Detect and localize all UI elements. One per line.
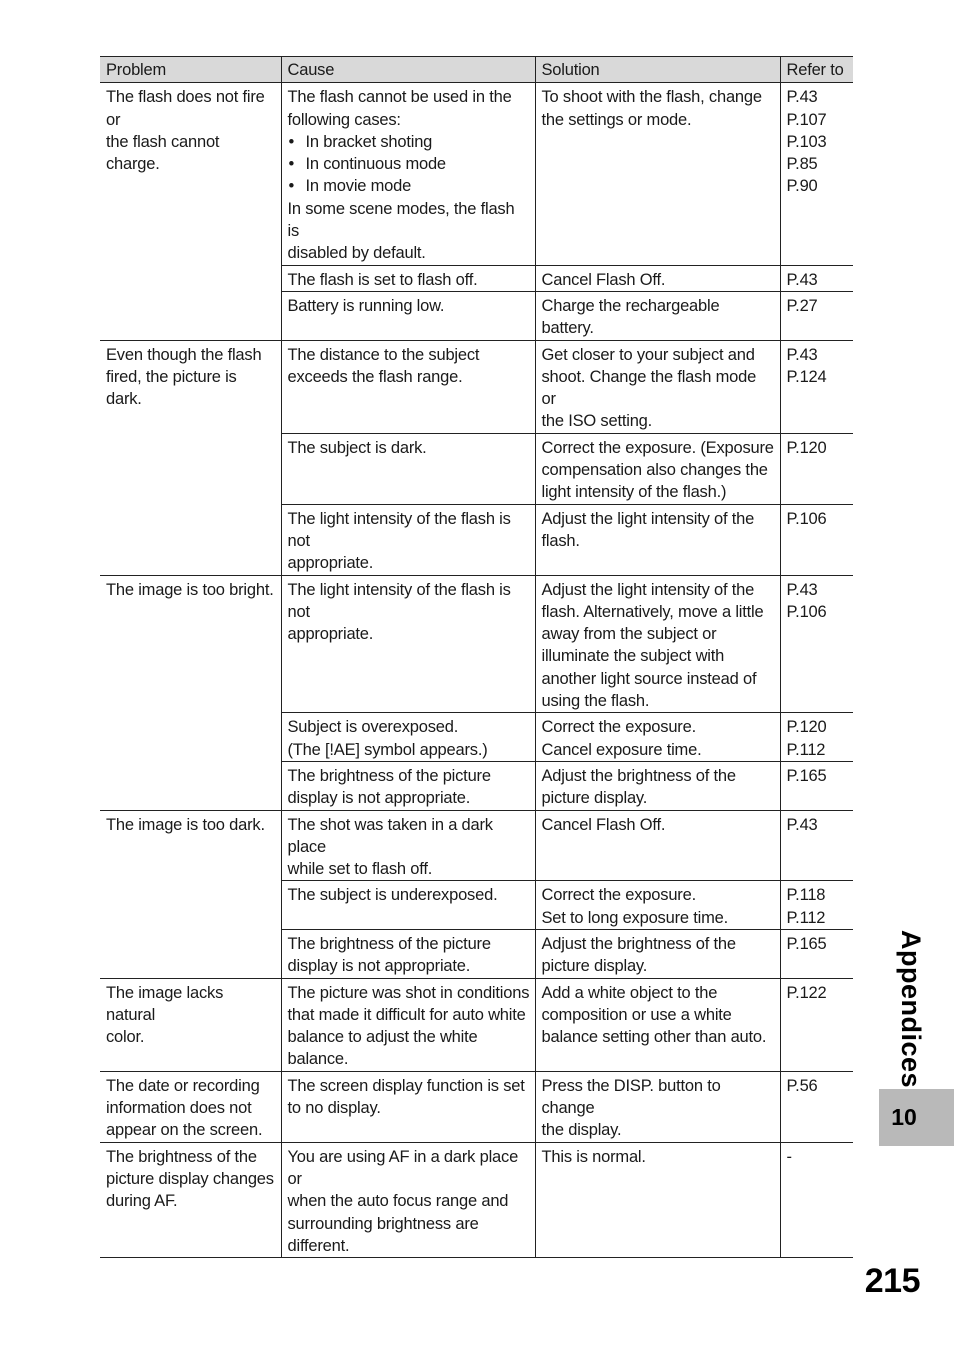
- refer-cell: [780, 83, 853, 265]
- cause-text: exceeds the flash range.: [287, 367, 463, 386]
- cause-text: balance to adjust the white: [287, 1028, 478, 1047]
- refer-cell: [780, 713, 853, 762]
- page-reference: P.43: [786, 88, 818, 107]
- solution-text: flash. Alternatively, move a little: [541, 602, 764, 621]
- solution-text: Adjust the brightness of the: [541, 934, 736, 953]
- solution-text: This is normal.: [541, 1147, 646, 1166]
- cause-text: appropriate.: [287, 625, 374, 644]
- solution-text: another light source instead of: [541, 669, 757, 688]
- page-number: 215: [864, 1262, 920, 1300]
- table-header-row: [100, 57, 853, 83]
- cause-cell: [281, 340, 535, 433]
- refer-cell: [780, 810, 853, 881]
- solution-text: Correct the exposure.: [541, 718, 696, 737]
- page-reference: P.43: [786, 815, 818, 834]
- solution-cell: [535, 291, 780, 340]
- solution-text: compensation also changes the: [541, 461, 768, 480]
- solution-text: Adjust the brightness of the: [541, 766, 736, 785]
- table-body: [100, 83, 853, 1258]
- problem-text: The image lacks natural: [106, 983, 224, 1024]
- cause-text: The light intensity of the flash is not: [287, 509, 511, 550]
- cause-cell: [281, 1142, 535, 1257]
- solution-text: away from the subject or: [541, 625, 717, 644]
- cause-text: The subject is dark.: [287, 438, 427, 457]
- problem-text: The date or recording: [106, 1076, 260, 1095]
- solution-text: the display.: [541, 1121, 622, 1140]
- refer-cell: [780, 291, 853, 340]
- page-reference: P.103: [786, 132, 827, 151]
- cause-text: surrounding brightness are: [287, 1214, 479, 1233]
- cause-text: The distance to the subject: [287, 345, 480, 364]
- cause-text: different.: [287, 1236, 350, 1255]
- refer-cell: [780, 433, 853, 504]
- solution-cell: [535, 881, 780, 930]
- cause-cell: [281, 978, 535, 1071]
- solution-text: the settings or mode.: [541, 110, 692, 129]
- solution-cell: [535, 504, 780, 575]
- cause-bullet-item: • In bracket shoting: [288, 131, 530, 153]
- page-reference: P.112: [786, 740, 826, 759]
- cause-text: The flash cannot be used in the: [287, 88, 512, 107]
- problem-cell: [100, 575, 281, 810]
- solution-text: Add a white object to the: [541, 983, 718, 1002]
- cause-text: The subject is underexposed.: [287, 886, 498, 905]
- solution-text: the ISO setting.: [541, 412, 653, 431]
- problem-text: picture display changes: [106, 1169, 274, 1188]
- page-reference: P.118: [786, 886, 826, 905]
- solution-cell: [535, 1142, 780, 1257]
- refer-cell: [780, 504, 853, 575]
- solution-text: illuminate the subject with: [541, 647, 725, 666]
- solution-text: picture display.: [541, 957, 648, 976]
- table-row: [100, 83, 853, 265]
- cause-text: display is not appropriate.: [287, 789, 471, 808]
- cause-text: when the auto focus range and: [287, 1192, 509, 1211]
- problem-cell: [100, 810, 281, 978]
- table-row: [100, 1142, 853, 1257]
- cause-bullet-item: • In movie mode: [288, 175, 530, 197]
- solution-text: Cancel Flash Off.: [541, 815, 666, 834]
- cause-text: The light intensity of the flash is not: [287, 580, 511, 621]
- cause-cell: [281, 713, 535, 762]
- solution-text: Correct the exposure.: [541, 886, 696, 905]
- solution-text: Adjust the light intensity of the: [541, 580, 755, 599]
- problem-cell: [100, 340, 281, 575]
- cause-text: The brightness of the picture: [287, 934, 491, 953]
- cause-text: You are using AF in a dark place or: [287, 1147, 519, 1188]
- troubleshooting-table: [100, 56, 853, 1258]
- page-reference: P.120: [786, 718, 827, 737]
- problem-text: The image is too bright.: [106, 580, 274, 599]
- solution-text: balance setting other than auto.: [541, 1028, 767, 1047]
- cause-text: Subject is overexposed.: [287, 718, 459, 737]
- page-reference: P.165: [786, 934, 827, 953]
- page-reference: P.107: [786, 110, 827, 129]
- table-row: [100, 340, 853, 433]
- cause-text: The picture was shot in conditions: [287, 983, 530, 1002]
- page-reference: P.106: [786, 509, 827, 528]
- page-reference: P.106: [786, 602, 827, 621]
- refer-cell: [780, 340, 853, 433]
- cause-cell: [281, 265, 535, 291]
- column-header-solution: Solution: [535, 57, 780, 83]
- chapter-number: 10: [891, 1104, 917, 1130]
- cause-text: appropriate.: [287, 554, 374, 573]
- cause-text: Battery is running low.: [287, 296, 445, 315]
- problem-cell: [100, 1071, 281, 1142]
- cause-cell: [281, 291, 535, 340]
- solution-cell: [535, 83, 780, 265]
- solution-cell: [535, 1071, 780, 1142]
- refer-cell: [780, 1071, 853, 1142]
- page-reference: P.165: [786, 766, 827, 785]
- table-row: [100, 978, 853, 1071]
- solution-cell: [535, 713, 780, 762]
- solution-text: Cancel Flash Off.: [541, 270, 666, 289]
- page-reference: P.43: [786, 345, 818, 364]
- refer-cell: [780, 1142, 853, 1257]
- solution-cell: [535, 265, 780, 291]
- cause-text: that made it difficult for auto white: [287, 1005, 526, 1024]
- cause-text: while set to flash off.: [287, 860, 433, 879]
- solution-text: shoot. Change the flash mode or: [541, 367, 757, 409]
- cause-cell: [281, 810, 535, 881]
- page-reference: -: [786, 1147, 792, 1166]
- problem-text: The flash does not fire or: [106, 88, 265, 129]
- refer-cell: [780, 978, 853, 1071]
- cause-text: The shot was taken in a dark place: [287, 815, 493, 856]
- solution-text: composition or use a white: [541, 1005, 732, 1024]
- page-reference: P.120: [786, 438, 827, 457]
- solution-text: light intensity of the flash.): [541, 483, 727, 502]
- cause-text: The brightness of the picture: [287, 766, 491, 785]
- solution-cell: [535, 575, 780, 713]
- solution-text: Get closer to your subject and: [541, 345, 755, 364]
- cause-text: The flash is set to flash off.: [287, 270, 478, 289]
- cause-cell: [281, 881, 535, 930]
- cause-text: following cases:: [287, 110, 401, 129]
- problem-text: The image is too dark.: [106, 815, 265, 834]
- problem-text: Even though the flash: [106, 345, 262, 364]
- column-header-problem: Problem: [100, 57, 281, 83]
- solution-text: using the flash.: [541, 692, 650, 711]
- page-reference: P.90: [786, 177, 818, 196]
- cause-text: display is not appropriate.: [287, 957, 471, 976]
- solution-text: picture display.: [541, 789, 648, 808]
- problem-text: appear on the screen.: [106, 1121, 263, 1140]
- cause-text: The screen display function is set: [287, 1076, 525, 1095]
- page-reference: P.43: [786, 270, 818, 289]
- page-reference: P.43: [786, 580, 818, 599]
- solution-text: Press the DISP. button to change: [541, 1076, 721, 1118]
- page-reference: P.122: [786, 983, 827, 1002]
- problem-text: fired, the picture is dark.: [106, 367, 237, 409]
- solution-cell: [535, 929, 780, 978]
- table-row: [100, 1071, 853, 1142]
- page-reference: P.27: [786, 296, 818, 315]
- refer-cell: [780, 929, 853, 978]
- problem-text: information does not: [106, 1099, 252, 1118]
- table-row: [100, 810, 853, 881]
- solution-text: To shoot with the flash, change: [541, 88, 762, 107]
- problem-text: color.: [106, 1028, 145, 1047]
- problem-cell: [100, 1142, 281, 1257]
- cause-text: (The [!AE] symbol appears.): [287, 740, 488, 759]
- cause-text: to no display.: [287, 1099, 381, 1118]
- cause-cell: [281, 504, 535, 575]
- refer-cell: [780, 575, 853, 713]
- cause-cell: [281, 1071, 535, 1142]
- refer-cell: [780, 761, 853, 810]
- solution-cell: [535, 340, 780, 433]
- cause-text: disabled by default.: [287, 244, 426, 263]
- problem-text: the flash cannot charge.: [106, 132, 220, 174]
- solution-text: Charge the rechargeable battery.: [541, 296, 720, 338]
- page-reference: P.124: [786, 367, 827, 386]
- problem-text: The brightness of the: [106, 1147, 257, 1166]
- column-header-cause: Cause: [281, 57, 535, 83]
- problem-cell: [100, 83, 281, 340]
- cause-text: balance.: [287, 1050, 349, 1069]
- table-row: [100, 575, 853, 713]
- cause-cell: [281, 83, 535, 265]
- cause-text: In some scene modes, the flash is: [287, 199, 515, 241]
- cause-bullet-item: • In continuous mode: [288, 153, 530, 175]
- solution-cell: [535, 761, 780, 810]
- solution-text: Set to long exposure time.: [541, 908, 728, 927]
- page-reference: P.112: [786, 908, 826, 927]
- cause-cell: [281, 761, 535, 810]
- solution-text: Cancel exposure time.: [541, 740, 702, 759]
- column-header-refer-to: Refer to: [780, 57, 853, 83]
- chapter-tab: [879, 1089, 954, 1146]
- cause-cell: [281, 929, 535, 978]
- solution-text: Correct the exposure. (Exposure: [541, 438, 774, 457]
- refer-cell: [780, 881, 853, 930]
- refer-cell: [780, 265, 853, 291]
- page-reference: P.56: [786, 1076, 818, 1095]
- problem-text: during AF.: [106, 1192, 178, 1211]
- solution-cell: [535, 810, 780, 881]
- cause-cell: [281, 433, 535, 504]
- solution-cell: [535, 433, 780, 504]
- problem-cell: [100, 978, 281, 1071]
- section-side-label: Appendices: [896, 930, 926, 1089]
- page-reference: P.85: [786, 155, 818, 174]
- solution-text: Adjust the light intensity of the: [541, 509, 755, 528]
- solution-text: flash.: [541, 531, 580, 550]
- solution-cell: [535, 978, 780, 1071]
- cause-cell: [281, 575, 535, 713]
